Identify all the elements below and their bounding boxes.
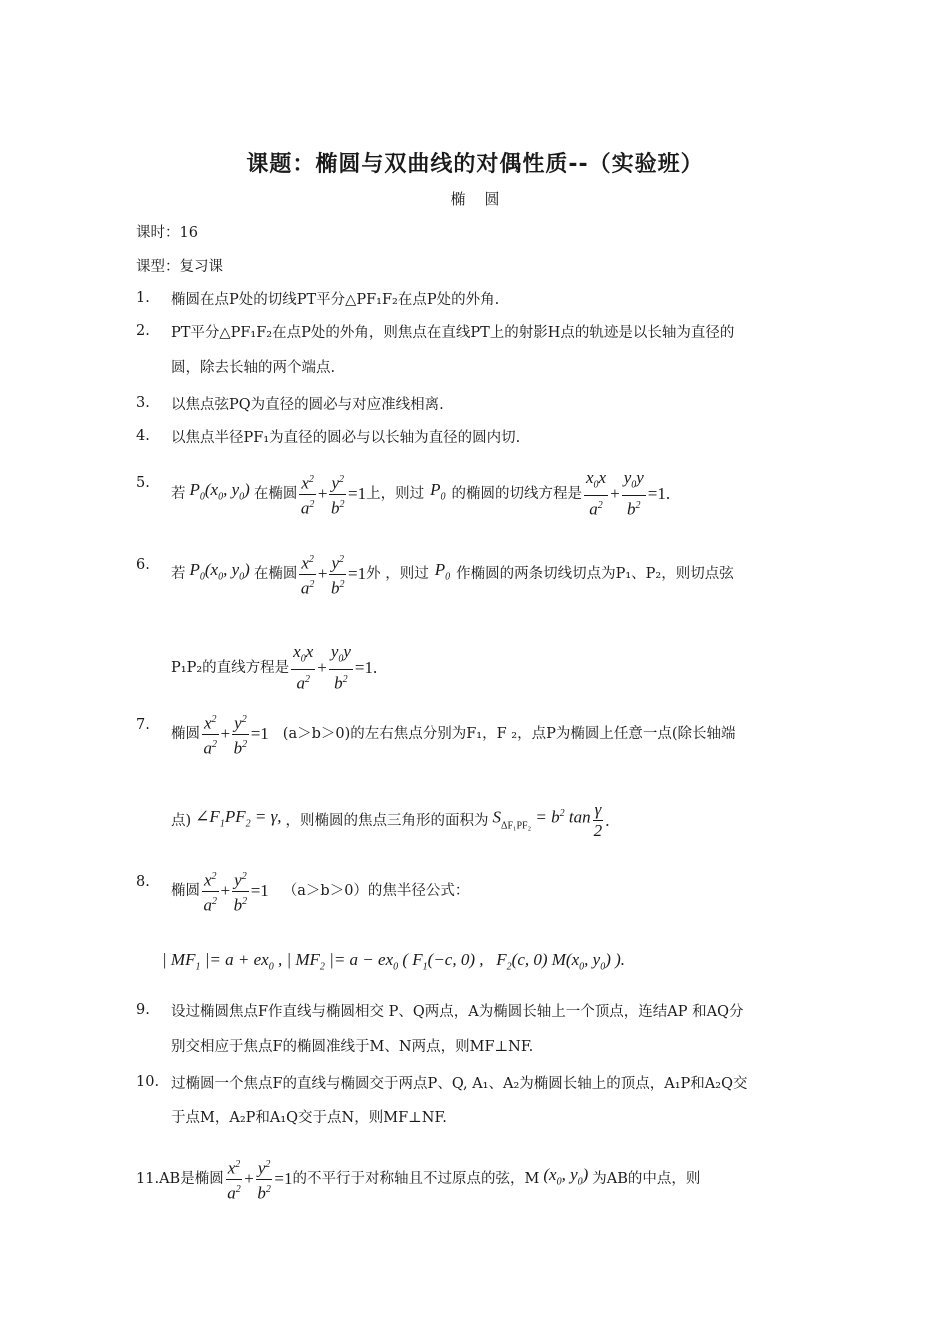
fraction: $\frac{y_0y}{b^2}$	[623, 468, 644, 520]
equation-rhs: =1	[348, 484, 367, 504]
section-subtitle: 椭 圆	[450, 190, 500, 208]
item-number: 2.	[136, 323, 150, 339]
formula-text: 在椭圆	[253, 566, 298, 583]
item-number: 4.	[136, 428, 150, 444]
fraction: $\frac{x^2}{a^2}$	[299, 550, 316, 598]
fraction: $\frac{y^2}{b^2}$	[232, 867, 249, 915]
property-text: 别交相应于焦点F的椭圆准线于M、N两点，则MF⊥NF.	[171, 1039, 534, 1055]
formula-text: 若	[171, 486, 186, 503]
property-text: 设过椭圆焦点F作直线与椭圆相交 P、Q两点，A为椭圆长轴上一个顶点，连结AP 和AQ分	[171, 1004, 744, 1020]
fraction: $\frac{x_0x}{a^2}$	[293, 642, 314, 694]
class-type: 课型：复习课	[136, 259, 223, 275]
fraction: $\frac{y^2}{b^2}$	[256, 1155, 273, 1203]
property-text: PT平分△PF₁F₂在点P处的外角，则焦点在直线PT上的射影H点的轨迹是以长轴为直径的	[171, 325, 735, 341]
property-formula-line	[171, 550, 734, 598]
item-number: 11.	[136, 1171, 160, 1188]
point-expression: $P_0(x_0$, $y_0$)	[189, 560, 250, 583]
property-formula-line	[171, 642, 377, 694]
operator: +	[244, 1169, 254, 1189]
point-expression: $P_0$	[434, 560, 451, 583]
item-number: 8.	[136, 874, 150, 890]
item-number: 6.	[136, 557, 150, 573]
formula-text: 外 ，则过	[366, 566, 429, 583]
property-text: 以焦点弦PQ为直径的圆必与对应准线相离.	[171, 397, 444, 413]
fraction: $\frac{x^2}{a^2}$	[202, 867, 219, 915]
property-formula-line	[171, 710, 736, 758]
fraction: $\frac{\gamma}{2}$	[593, 800, 603, 840]
operator: +	[317, 658, 327, 678]
operator: +	[317, 484, 328, 504]
fraction: $\frac{x^2}{a^2}$	[226, 1155, 243, 1203]
formula-text: P₁P₂的直线方程是	[171, 660, 290, 677]
operator: +	[220, 881, 231, 901]
formula-text: 作椭圆的两条切线切点为P₁、P₂，则切点弦	[456, 566, 734, 583]
fraction: $\frac{y^2}{b^2}$	[232, 710, 249, 758]
formula-text: AB是椭圆	[159, 1171, 224, 1188]
equation-rhs: =1	[250, 724, 269, 744]
item-number: 10.	[136, 1074, 160, 1090]
formula-text: 的不平行于对称轴且不过原点的弦，M	[292, 1171, 540, 1188]
property-formula-line	[136, 1155, 700, 1203]
equation-rhs: =1.	[647, 484, 671, 504]
item-number: 9.	[136, 1002, 150, 1018]
point-expression: $P_0$	[430, 480, 446, 503]
property-text: 椭圆在点P处的切线PT平分△PF₁F₂在点P处的外角.	[171, 292, 500, 308]
formula-text: 在椭圆	[253, 486, 298, 503]
item-number: 7.	[136, 717, 150, 733]
punctuation: .	[605, 810, 610, 830]
formula-text: 的椭圆的切线方程是	[451, 486, 582, 503]
property-text: 过椭圆一个焦点F的直线与椭圆交于两点P、Q, A₁、A₂为椭圆长轴上的顶点，A₁P和A₂Q交	[171, 1076, 748, 1092]
fraction: $\frac{y^2}{b^2}$	[329, 470, 346, 518]
formula-text: (a＞b＞0)的左右焦点分别为F₁，F ₂，点P为椭圆上任意一点(除长轴端	[282, 726, 736, 743]
formula-text: 为AB的中点，则	[592, 1171, 701, 1188]
fraction: $\frac{y^2}{b^2}$	[329, 550, 346, 598]
operator: +	[610, 484, 620, 504]
fraction: $\frac{x^2}{a^2}$	[202, 710, 219, 758]
equation-rhs: =1	[250, 881, 269, 901]
point-expression: $P_0(x_0$, $y_0$)	[189, 480, 250, 503]
equation-rhs: =1	[274, 1169, 293, 1189]
formula-text: 椭圆	[171, 726, 200, 743]
item-number: 1.	[136, 290, 150, 306]
page-title: 课题：椭圆与双曲线的对偶性质--（实验班）	[246, 152, 704, 177]
operator: +	[220, 724, 231, 744]
focal-radius-formula: | $MF_1$ |= $a + ex_0$ , | $MF_2$ |= $a - ex_0$ ( $F_1(-c$, 0) , $F_2(c$, 0) $M(x_0$, $y_0$) ).	[162, 950, 626, 973]
formula-text: ，则椭圆的焦点三角形的面积为	[285, 812, 489, 829]
formula-text: 若	[171, 566, 186, 583]
property-formula-line	[171, 468, 670, 520]
item-number: 3.	[136, 395, 150, 411]
property-formula-line	[171, 867, 469, 915]
equation-rhs: =1.	[354, 658, 378, 678]
property-text: 于点M，A₂P和A₁Q交于点N，则MF⊥NF.	[171, 1110, 447, 1126]
class-hours: 课时：16	[136, 225, 198, 241]
point-expression: ($x_0$, $y_0$)	[543, 1165, 589, 1188]
item-number: 5.	[136, 475, 150, 491]
angle-expression: $\angle F_1PF_2 = \gamma$,	[195, 806, 282, 830]
fraction: $\frac{x_0x}{a^2}$	[586, 468, 607, 520]
formula-text: 上，则过	[366, 486, 425, 503]
property-text: 以焦点半径PF₁为直径的圆必与以长轴为直径的圆内切.	[171, 430, 521, 446]
formula-text: 点)	[171, 812, 192, 829]
area-expression: $S_{\Delta F_1PF_2} = b^2$ tan	[492, 807, 591, 832]
property-text: 圆，除去长轴的两个端点.	[171, 360, 336, 376]
formula-text: （a＞b＞0）的焦半径公式：	[282, 883, 470, 900]
fraction: $\frac{x^2}{a^2}$	[299, 470, 316, 518]
fraction: $\frac{y_0y}{b^2}$	[330, 642, 351, 694]
operator: +	[317, 564, 328, 584]
property-formula-line	[171, 800, 610, 841]
formula-text: 椭圆	[171, 883, 200, 900]
equation-rhs: =1	[348, 564, 367, 584]
